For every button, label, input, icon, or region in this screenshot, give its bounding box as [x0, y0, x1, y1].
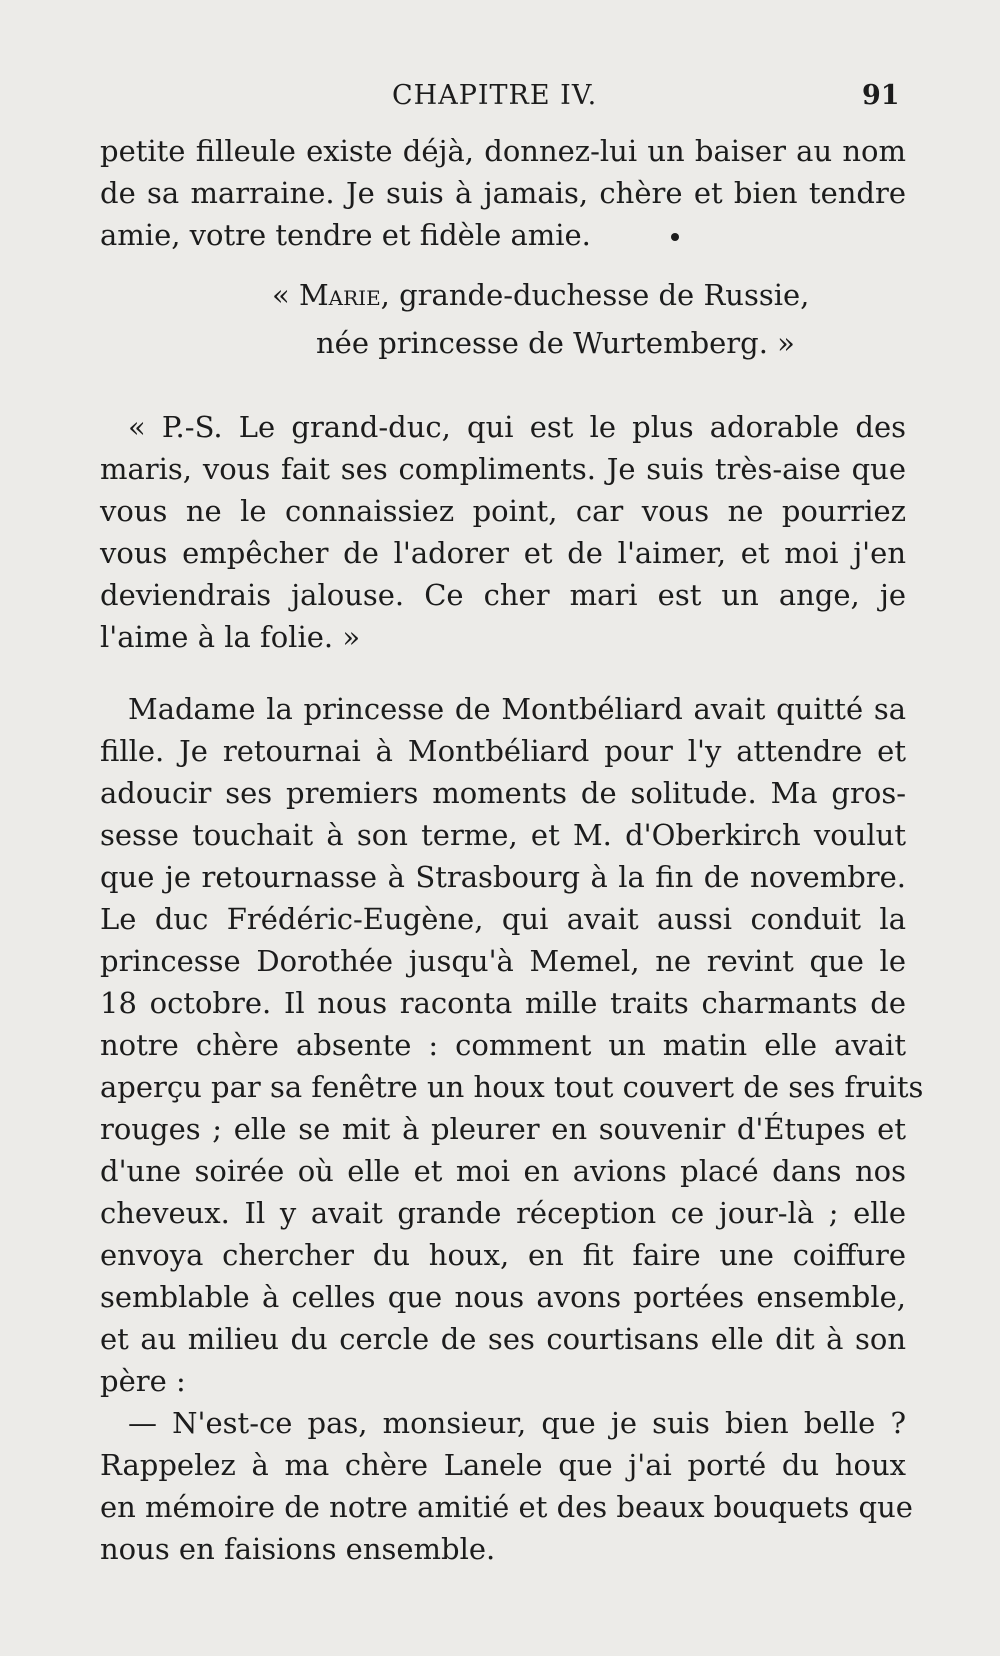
text-line: cheveux. Il y avait grande réception ce jour-là ; elle: [100, 1196, 906, 1230]
text-line: semblable à celles que nous avons portées ensemble,: [100, 1280, 906, 1314]
text-line: nous en faisions ensemble.: [100, 1532, 496, 1566]
text-line: petite filleule existe déjà, donnez-lui un baiser au nom: [100, 134, 906, 168]
text-line: sesse touchait à son terme, et M. d'Oberkirch voulut: [100, 818, 906, 852]
text-line: père :: [100, 1364, 186, 1398]
text-line: — N'est-ce pas, monsieur, que je suis bien belle ?: [128, 1406, 906, 1440]
page-header: [0, 80, 1000, 120]
text-line: que je retournasse à Strasbourg à la fin de novembre.: [100, 860, 906, 894]
text-line-content: amie, votre tendre et fidèle amie.: [100, 218, 591, 252]
text-line: l'aime à la folie. »: [100, 620, 361, 654]
text-line: et au milieu du cercle de ses courtisans elle dit à son: [100, 1322, 906, 1356]
text-line: rouges ; elle se mit à pleurer en souvenir d'Étupes et: [100, 1112, 906, 1146]
text-line: princesse Dorothée jusqu'à Memel, ne revint que le: [100, 944, 906, 978]
signature-name: Marie: [298, 278, 381, 312]
text-line: 18 octobre. Il nous raconta mille traits charmants de: [100, 986, 906, 1020]
text-line: de sa marraine. Je suis à jamais, chère et bien tendre: [100, 176, 906, 210]
text-line: envoya chercher du houx, en fit faire une coiffure: [100, 1238, 906, 1272]
text-line: d'une soirée où elle et moi en avions placé dans nos: [100, 1154, 906, 1188]
signature-quote: «: [272, 278, 299, 312]
postscript-paragraph: [100, 406, 906, 658]
signature-title: , grande-duchesse de Russie,: [380, 278, 810, 312]
signature-line: [100, 274, 906, 316]
text-line: en mémoire de notre amitié et des beaux bouquets que: [100, 1490, 913, 1524]
narrative-paragraph: [100, 688, 924, 1402]
text-line: Madame la princesse de Montbéliard avait quitté sa: [128, 692, 906, 726]
text-line: vous ne le connaissiez point, car vous ne pourriez: [100, 494, 906, 528]
signature-line: née princesse de Wurtemberg. »: [316, 326, 795, 360]
text-line: vous empêcher de l'adorer et de l'aimer, et moi j'en: [100, 536, 906, 570]
text-line: adoucir ses premiers moments de solitude. Ma gros-: [100, 776, 906, 810]
text-line: deviendrais jalouse. Ce cher mari est un ange, je: [100, 578, 906, 612]
text-line: Le duc Frédéric-Eugène, qui avait aussi conduit la: [100, 902, 906, 936]
running-title: CHAPITRE IV.: [392, 80, 598, 111]
text-line: maris, vous fait ses compliments. Je suis très-aise que: [100, 452, 906, 486]
text-line: fille. Je retournai à Montbéliard pour l'y attendre et: [100, 734, 906, 768]
text-line: notre chère absente : comment un matin elle avait: [100, 1028, 906, 1062]
printer-mark-dot: [671, 233, 679, 241]
text-line: [100, 214, 906, 256]
dialogue-paragraph: [100, 1402, 913, 1570]
text-line: aperçu par sa fenêtre un houx tout couvert de ses fruits: [100, 1070, 924, 1104]
signature-block: [100, 274, 906, 364]
page-number: 91: [862, 80, 900, 111]
body-text: [100, 130, 924, 1570]
letter-closing: [100, 130, 906, 256]
text-line: « P.-S. Le grand-duc, qui est le plus adorable des: [128, 410, 906, 444]
text-line: Rappelez à ma chère Lanele que j'ai porté du houx: [100, 1448, 906, 1482]
